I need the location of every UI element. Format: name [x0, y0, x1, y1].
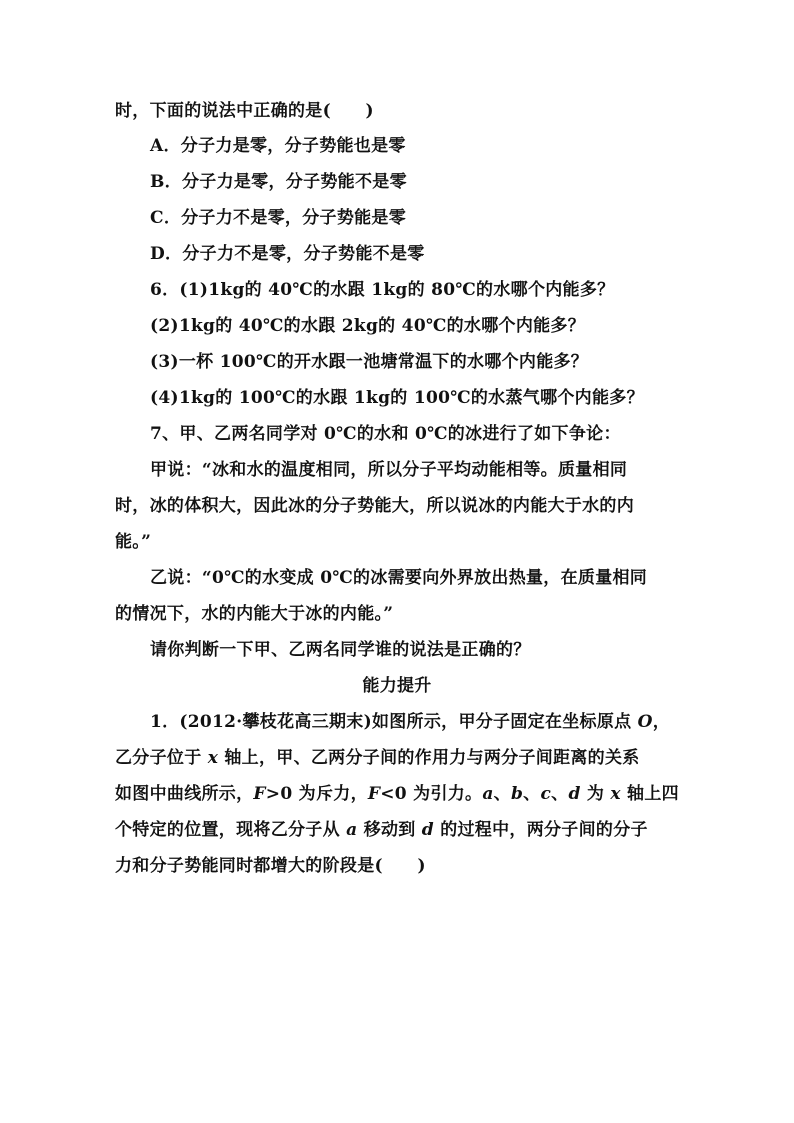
q6-line-3: (3)一杯 100℃的开水跟一池塘常温下的水哪个内能多？: [150, 352, 589, 372]
q7-jia-line-2: 时，冰的体积大，因此冰的分子势能大，所以说冰的内能大于水的内: [115, 496, 634, 516]
q7-yi-line-2: 的情况下，水的内能大于冰的内能。”: [115, 604, 394, 624]
text: 、: [551, 784, 569, 804]
x-symbol: x: [207, 748, 219, 768]
p1-line-4: [115, 819, 648, 841]
text: 如图中曲线所示，: [115, 784, 254, 804]
p1-line-2: [115, 747, 640, 769]
q7-yi-line-1: 乙说：“0℃的水变成 0℃的冰需要向外界放出热量，在质量相同: [150, 568, 648, 588]
text: 的过程中，两分子间的分子: [433, 820, 648, 840]
q5-option-d: D．分子力不是零，分子势能不是零: [150, 244, 425, 264]
p1-line-3: [115, 783, 679, 805]
f-symbol: F: [253, 784, 266, 804]
q7-question: 请你判断一下甲、乙两名同学谁的说法是正确的？: [150, 640, 531, 660]
q6-line-2: (2)1kg的 40℃的水跟 2kg的 40℃的水哪个内能多？: [150, 316, 586, 336]
text: 移动到: [357, 820, 422, 840]
c-symbol: c: [540, 784, 552, 804]
d-symbol: d: [421, 820, 434, 840]
q7-jia-line-3: 能。”: [115, 532, 152, 552]
text: 、: [523, 784, 541, 804]
p1-line-1: [150, 711, 670, 733]
q5-option-b: B．分子力是零，分子势能不是零: [150, 172, 407, 192]
q5-stem-tail: 时，下面的说法中正确的是( ): [115, 101, 374, 121]
text: 个特定的位置，现将乙分子从: [115, 820, 347, 840]
text: >0 为斥力，: [265, 784, 368, 804]
a-symbol: a: [346, 820, 358, 840]
q5-option-c: C．分子力不是零，分子势能是零: [150, 208, 407, 228]
text: 为: [580, 784, 611, 804]
text: 1．(2012·攀枝花高三期末)如图所示，甲分子固定在坐标原点: [150, 712, 638, 732]
text: ，: [652, 712, 671, 732]
section-title: 能力提升: [362, 676, 432, 696]
q6-line-4: (4)1kg的 100℃的水跟 1kg的 100℃的水蒸气哪个内能多？: [150, 388, 644, 408]
d-symbol: d: [568, 784, 581, 804]
origin-symbol: O: [637, 712, 653, 732]
p1-line-5: 力和分子势能同时都增大的阶段是( ): [115, 856, 426, 876]
text: 、: [493, 784, 511, 804]
q7-intro: 7、甲、乙两名同学对 0℃的水和 0℃的冰进行了如下争论：: [150, 424, 621, 444]
x-symbol: x: [610, 784, 621, 804]
text: <0 为引力。: [380, 784, 483, 804]
a-symbol: a: [482, 784, 494, 804]
text: 乙分子位于: [115, 748, 208, 768]
q6-line-1: 6．(1)1kg的 40℃的水跟 1kg的 80℃的水哪个内能多？: [150, 280, 615, 300]
text: 轴上四: [620, 784, 679, 804]
q7-jia-line-1: 甲说：“冰和水的温度相同，所以分子平均动能相等。质量相同: [150, 460, 628, 480]
f-symbol: F: [367, 784, 381, 804]
b-symbol: b: [510, 784, 524, 804]
text: 轴上，甲、乙两分子间的作用力与两分子间距离的关系: [218, 748, 640, 768]
q5-option-a: A．分子力是零，分子势能也是零: [150, 136, 406, 156]
